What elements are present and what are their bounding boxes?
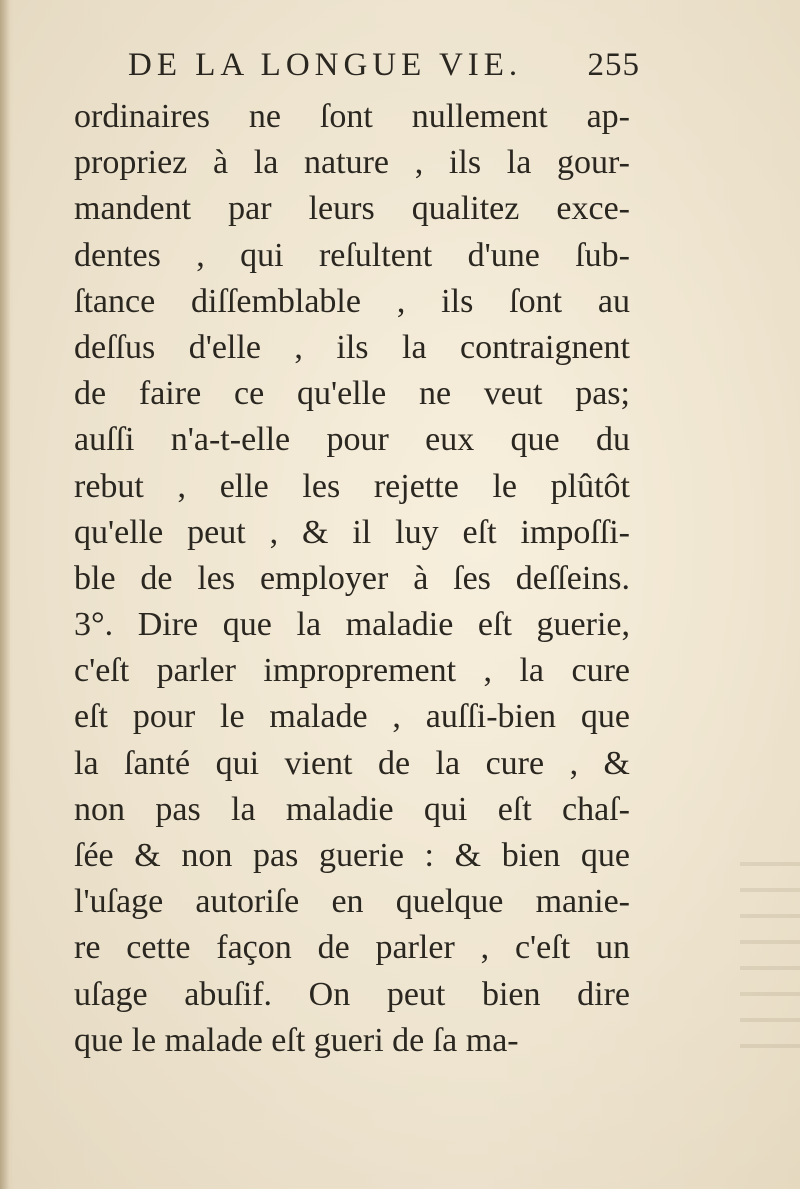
text-line: auſſi n'a-t-elle pour eux que du: [74, 421, 630, 459]
text-line: uſage abuſif. On peut bien dire: [74, 975, 630, 1013]
text-line: non pas la maladie qui eſt chaſ-: [74, 790, 630, 828]
running-head: [128, 40, 640, 90]
page-gutter: [0, 0, 10, 1189]
text-line: deſſus d'elle , ils la contraignent: [74, 328, 630, 366]
text-line: qu'elle peut , & il luy eſt impoſſi-: [74, 513, 630, 551]
text-line: que le malade eſt gueri de ſa ma-: [74, 1021, 519, 1059]
text-line: re cette façon de parler , c'eſt un: [74, 929, 630, 967]
text-line: c'eſt parler improprement , la cure: [74, 652, 630, 690]
text-line: rebut , elle les rejette le plûtôt: [74, 467, 630, 505]
text-line: ſée & non pas guerie : & bien que: [74, 837, 630, 874]
running-title: DE LA LONGUE VIE.: [128, 47, 523, 83]
page-number: 255: [587, 47, 640, 83]
text-line: ſtance diſſemblable , ils ſont au: [74, 282, 630, 320]
text-line: 3°. Dire que la maladie eſt guerie,: [74, 606, 630, 644]
text-line: ordinaires ne ſont nullement ap-: [74, 98, 630, 135]
text-line: la ſanté qui vient de la cure , &: [74, 744, 630, 782]
body-text: [74, 94, 630, 1064]
text-line: l'uſage autoriſe en quelque manie-: [74, 883, 630, 921]
text-line: ble de les employer à ſes deſſeins.: [74, 559, 630, 597]
text-line: propriez à la nature , ils la gour-: [74, 144, 630, 182]
text-line: eſt pour le malade , auſſi-bien que: [74, 698, 630, 736]
text-line: dentes , qui reſultent d'une ſub-: [74, 236, 630, 274]
text-line: mandent par leurs qualitez exce-: [74, 190, 630, 228]
text-line: de faire ce qu'elle ne veut pas;: [74, 375, 630, 413]
show-through-text: [740, 840, 800, 1060]
